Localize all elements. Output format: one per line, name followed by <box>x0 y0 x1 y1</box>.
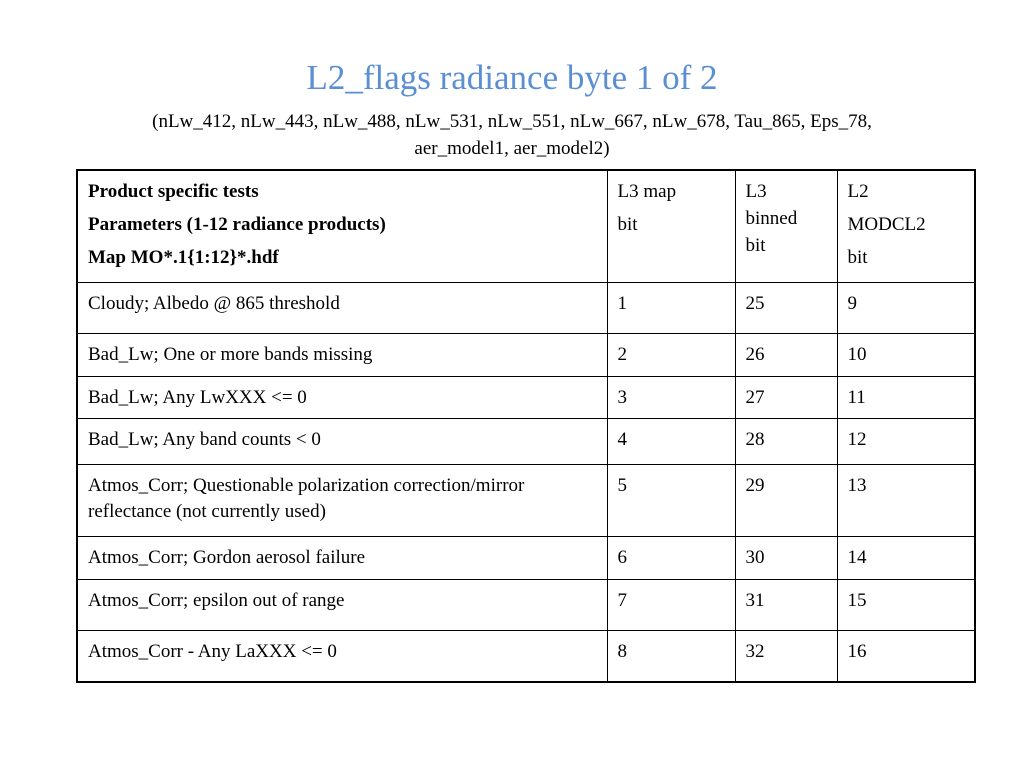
header-product-specific-tests: Product specific tests <box>88 181 259 202</box>
slide-subtitle: (nLw_412, nLw_443, nLw_488, nLw_531, nLw_551, nLw_667, nLw_678, Tau_865, Eps_78, aer_model1, aer_model2) <box>152 111 872 159</box>
l3map-bit-cell: 8 <box>607 630 735 682</box>
l3binned-bit-cell: 32 <box>735 630 837 682</box>
l3map-bit-cell: 3 <box>607 376 735 418</box>
l2-bit-cell: 16 <box>837 630 975 682</box>
test-cell: Atmos_Corr; epsilon out of range <box>77 579 607 630</box>
l3binned-bit-cell: 28 <box>735 418 837 464</box>
header-l3binned-line2: binned <box>745 208 798 229</box>
table-row <box>77 579 975 630</box>
header-l3map-cell <box>607 170 735 282</box>
test-cell: Atmos_Corr; Gordon aerosol failure <box>77 536 607 579</box>
table-row <box>77 282 975 333</box>
l3binned-bit-cell: 29 <box>735 464 837 536</box>
table-row <box>77 418 975 464</box>
l3binned-bit-cell: 30 <box>735 536 837 579</box>
header-l3binned-cell <box>735 170 837 282</box>
header-l2-line2: MODCL2 <box>847 214 926 235</box>
table-row <box>77 536 975 579</box>
test-cell: Cloudy; Albedo @ 865 threshold <box>77 282 607 333</box>
table-row <box>77 376 975 418</box>
test-cell: Bad_Lw; Any band counts < 0 <box>77 418 607 464</box>
table-header-row <box>77 170 975 282</box>
l2-bit-cell: 13 <box>837 464 975 536</box>
header-l3map-line1: L3 map <box>617 181 677 202</box>
l2-bit-cell: 9 <box>837 282 975 333</box>
l2-bit-cell: 15 <box>837 579 975 630</box>
l2-bit-cell: 11 <box>837 376 975 418</box>
l3map-bit-cell: 4 <box>607 418 735 464</box>
table-row <box>77 630 975 682</box>
header-description-cell <box>77 170 607 282</box>
l3map-bit-cell: 2 <box>607 333 735 376</box>
test-cell: Bad_Lw; One or more bands missing <box>77 333 607 376</box>
slide-title: L2_flags radiance byte 1 of 2 <box>306 58 718 97</box>
header-l2-line3: bit <box>847 247 868 268</box>
l2-bit-cell: 10 <box>837 333 975 376</box>
l3binned-bit-cell: 25 <box>735 282 837 333</box>
header-map-files: Map MO*.1{1:12}*.hdf <box>88 247 279 268</box>
header-l3map-line2: bit <box>617 214 638 235</box>
l2-bit-cell: 12 <box>837 418 975 464</box>
l3map-bit-cell: 5 <box>607 464 735 536</box>
table-row <box>77 464 975 536</box>
l2-bit-cell: 14 <box>837 536 975 579</box>
l3map-bit-cell: 1 <box>607 282 735 333</box>
header-l3binned-line1: L3 <box>745 181 767 202</box>
header-parameters: Parameters (1-12 radiance products) <box>88 214 386 235</box>
test-cell: Atmos_Corr - Any LaXXX <= 0 <box>77 630 607 682</box>
l3binned-bit-cell: 27 <box>735 376 837 418</box>
header-l3binned-line3: bit <box>745 235 766 256</box>
l3binned-bit-cell: 26 <box>735 333 837 376</box>
test-cell: Bad_Lw; Any LwXXX <= 0 <box>77 376 607 418</box>
l3binned-bit-cell: 31 <box>735 579 837 630</box>
header-l2-line1: L2 <box>847 181 869 202</box>
test-cell: Atmos_Corr; Questionable polarization correction/mirror reflectance (not currently used) <box>77 464 607 536</box>
l3map-bit-cell: 6 <box>607 536 735 579</box>
header-l2-cell <box>837 170 975 282</box>
l3map-bit-cell: 7 <box>607 579 735 630</box>
flags-table <box>76 169 976 683</box>
table-row <box>77 333 975 376</box>
